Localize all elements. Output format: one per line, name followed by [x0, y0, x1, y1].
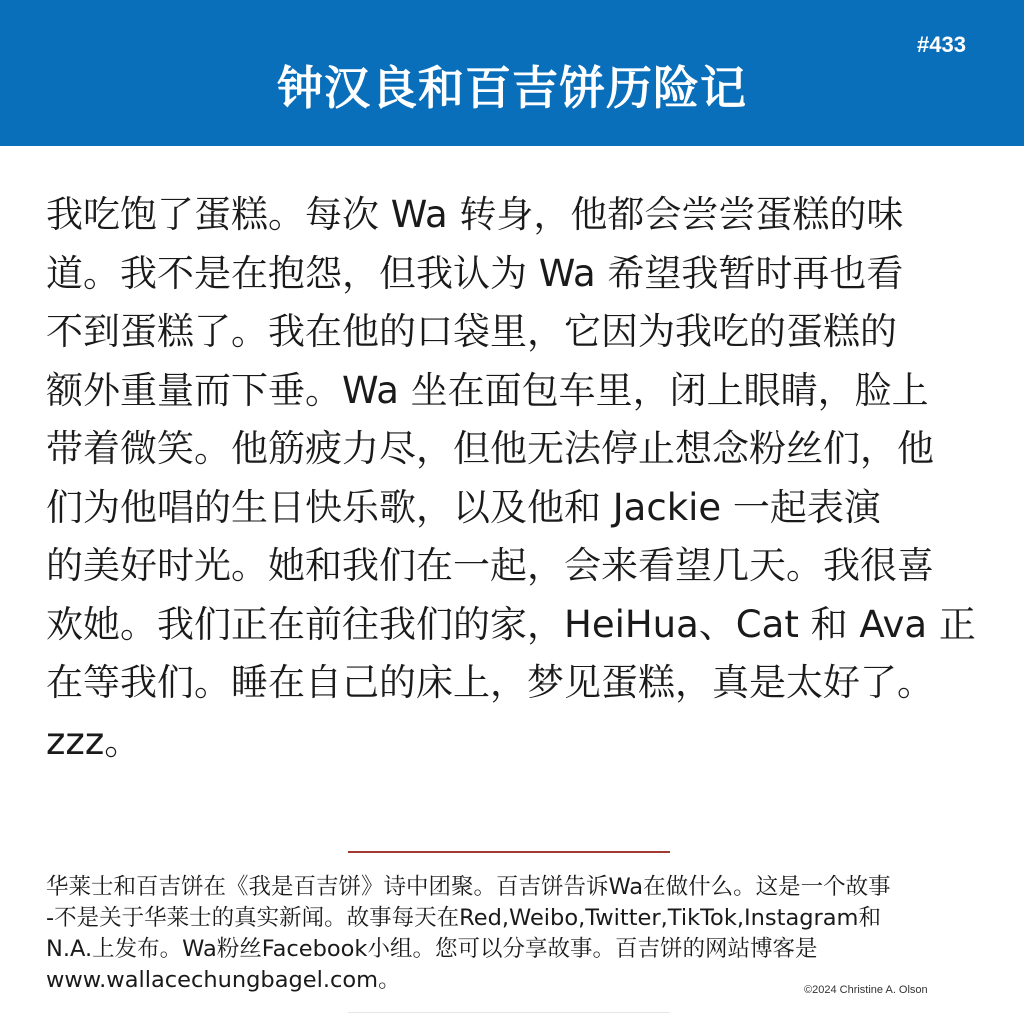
footer-note [46, 872, 986, 996]
story-line: 额外重量而下垂。Wa 坐在面包车里，闭上眼睛，脸上 [46, 368, 929, 412]
footer-divider [348, 851, 670, 853]
footer-line: 华莱士和百吉饼在《我是百吉饼》诗中团聚。百吉饼告诉Wa在做什么。这是一个故事 [46, 874, 891, 900]
story-line: 欢她。我们正在前往我们的家，HeiHua、Cat 和 Ava 正 [46, 602, 976, 646]
page-title: 钟汉良和百吉饼历险记 [277, 61, 747, 115]
story-line: 在等我们。睡在自己的床上，梦见蛋糕，真是太好了。 [46, 661, 934, 704]
bottom-rule [348, 1012, 670, 1013]
story-line: 的美好时光。她和我们在一起，会来看望几天。我很喜 [46, 544, 934, 587]
story-line: 我吃饱了蛋糕。每次 Wa 转身，他都会尝尝蛋糕的味 [46, 193, 904, 236]
story-line: 不到蛋糕了。我在他的口袋里，它因为我吃的蛋糕的 [46, 310, 897, 353]
footer-line: -不是关于华莱士的真实新闻。故事每天在Red,Weibo,Twitter,TikTok,Instagram和 [46, 905, 881, 931]
copyright-notice: ©2024 Christine A. Olson [804, 984, 928, 996]
episode-number: #433 [917, 32, 966, 57]
header-banner [0, 0, 1024, 146]
story-line: 们为他唱的生日快乐歌，以及他和 Jackie 一起表演 [46, 485, 881, 529]
footer-link[interactable]: www.wallacechungbagel.com。 [46, 967, 401, 993]
story-text [46, 186, 986, 771]
story-line: 带着微笑。他筋疲力尽，但他无法停止想念粉丝们，他 [46, 427, 934, 470]
story-line: zzz。 [46, 719, 142, 763]
story-line: 道。我不是在抱怨，但我认为 Wa 希望我暂时再也看 [46, 251, 904, 295]
footer-line: N.A.上发布。Wa粉丝Facebook小组。您可以分享故事。百吉饼的网站博客是 [46, 936, 818, 962]
